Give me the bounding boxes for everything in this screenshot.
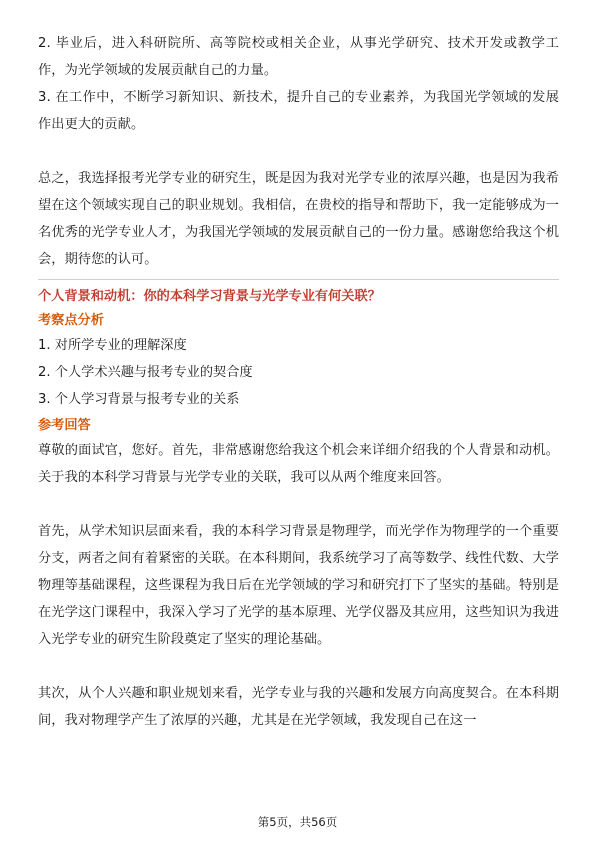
top-paragraph-2: 3. 在工作中，不断学习新知识、新技术，提升自己的专业素养，为我国光学领域的发展作出更大的贡献。 — [38, 90, 559, 132]
analysis-item-2: 2. 个人学术兴趣与报考专业的契合度 — [38, 365, 253, 380]
analysis-item-1: 1. 对所学专业的理解深度 — [38, 338, 187, 353]
answer-paragraph-3: 其次，从个人兴趣和职业规划来看，光学专业与我的兴趣和发展方向高度契合。在本科期间，我对物理学产生了浓厚的兴趣，尤其是在光学领域，我发现自己在这一 — [38, 686, 559, 728]
answer-paragraph-1: 尊敬的面试官，您好。首先，非常感谢您给我这个机会来详细介绍我的个人背景和动机。关于我的本科学习背景与光学专业的关联，我可以从两个维度来回答。 — [38, 443, 559, 485]
answer-heading: 参考回答 — [38, 418, 91, 433]
paragraph-gap — [38, 653, 559, 680]
document-page — [38, 30, 559, 734]
summary-paragraph: 总之，我选择报考光学专业的研究生，既是因为我对光学专业的浓厚兴趣，也是因为我希望在这个领域实现自己的职业规划。我相信，在贵校的指导和帮助下，我一定能够成为一名优秀的光学专业人才，为我国光学领域的发展贡献自己的一份力量。感谢您给我这个机会，期待您的认可。 — [38, 171, 559, 267]
answer-paragraph-2: 首先，从学术知识层面来看，我的本科学习背景是物理学，而光学作为物理学的一个重要分支，两者之间有着紧密的关联。在本科期间，我系统学习了高等数学、线性代数、大学物理等基础课程，这些课程为我日后在光学领域的学习和研究打下了坚实的基础。特别是在光学这门课程中，我深入学习了光学的基本原理、光学仪器及其应用，这些知识为我进入光学专业的研究生阶段奠定了坚实的理论基础。 — [38, 524, 559, 647]
page-footer: 第5页，共56页 — [257, 815, 338, 829]
analysis-item-3: 3. 个人学习背景与报考专业的关系 — [38, 392, 240, 407]
section-divider — [38, 279, 559, 280]
paragraph-gap — [38, 138, 559, 165]
top-paragraph-1: 2. 毕业后，进入科研院所、高等院校或相关企业，从事光学研究、技术开发或教学工作，为光学领域的发展贡献自己的力量。 — [38, 36, 559, 78]
question-title: 个人背景和动机：你的本科学习背景与光学专业有何关联？ — [38, 289, 381, 304]
paragraph-gap — [38, 491, 559, 518]
analysis-heading: 考察点分析 — [38, 313, 104, 328]
